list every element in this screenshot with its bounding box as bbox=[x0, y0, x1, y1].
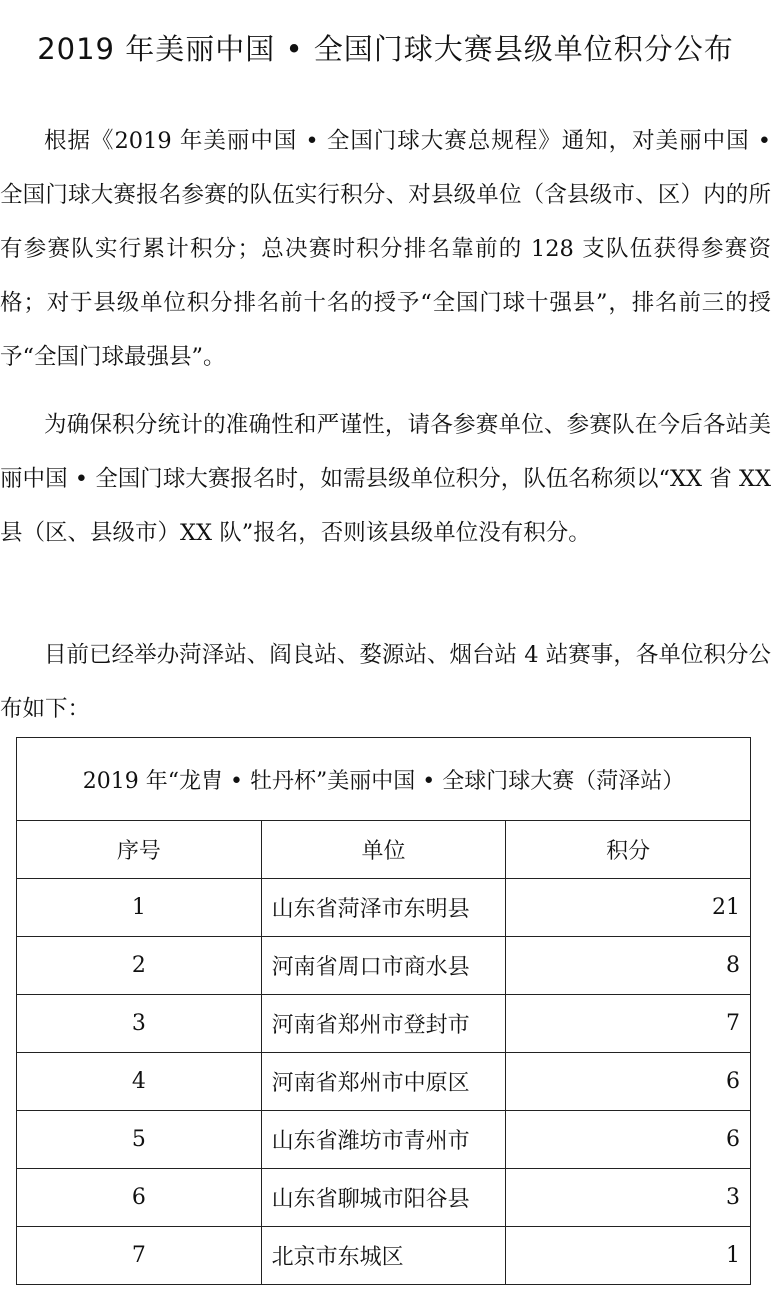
table-header-row bbox=[17, 821, 751, 879]
row-unit: 山东省聊城市阳谷县 bbox=[261, 1169, 506, 1227]
row-unit: 河南省周口市商水县 bbox=[261, 937, 506, 995]
paragraph-intro: 目前已经举办菏泽站、阎良站、婺源站、烟台站 4 站赛事，各单位积分公布如下： bbox=[0, 642, 771, 722]
paragraph-rules: 根据《2019 年美丽中国 • 全国门球大赛总规程》通知，对美丽中国 • 全国门球大赛报名参赛的队伍实行积分、对县级单位（含县级市、区）内的所有参赛队实行累计积分；总决赛时积分排名靠前的 128 支队伍获得参赛资格；对于县级单位积分排名前十名的授予“全国门球十强县”，排名前三的授予“全国门球最强县”。 bbox=[0, 128, 771, 370]
table-row bbox=[17, 1227, 751, 1285]
row-unit: 山东省潍坊市青州市 bbox=[261, 1111, 506, 1169]
paragraph-naming: 为确保积分统计的准确性和严谨性，请各参赛单位、参赛队在今后各站美丽中国 • 全国门球大赛报名时，如需县级单位积分，队伍名称须以“XX 省 XX 县（区、县级市）XX 队”报名，否则该县级单位没有积分。 bbox=[0, 412, 771, 546]
row-unit: 河南省郑州市登封市 bbox=[261, 995, 506, 1053]
row-unit: 山东省菏泽市东明县 bbox=[261, 879, 506, 937]
row-serial: 7 bbox=[17, 1227, 262, 1285]
row-score: 6 bbox=[506, 1053, 751, 1111]
header-score: 积分 bbox=[506, 821, 751, 879]
table-row bbox=[17, 1111, 751, 1169]
table-row bbox=[17, 879, 751, 937]
row-unit: 河南省郑州市中原区 bbox=[261, 1053, 506, 1111]
row-unit: 北京市东城区 bbox=[261, 1227, 506, 1285]
score-table bbox=[16, 737, 751, 1285]
row-serial: 4 bbox=[17, 1053, 262, 1111]
row-serial: 6 bbox=[17, 1169, 262, 1227]
row-score: 6 bbox=[506, 1111, 751, 1169]
row-serial: 5 bbox=[17, 1111, 262, 1169]
row-score: 8 bbox=[506, 937, 751, 995]
header-unit: 单位 bbox=[261, 821, 506, 879]
table-caption: 2019 年“龙胄 • 牡丹杯”美丽中国 • 全球门球大赛（菏泽站） bbox=[17, 738, 751, 821]
table-row bbox=[17, 1053, 751, 1111]
row-score: 7 bbox=[506, 995, 751, 1053]
row-serial: 1 bbox=[17, 879, 262, 937]
table-row bbox=[17, 995, 751, 1053]
row-score: 21 bbox=[506, 879, 751, 937]
header-serial: 序号 bbox=[17, 821, 262, 879]
page-title: 2019 年美丽中国 • 全国门球大赛县级单位积分公布 bbox=[37, 32, 734, 67]
table-row bbox=[17, 937, 751, 995]
row-serial: 3 bbox=[17, 995, 262, 1053]
row-score: 1 bbox=[506, 1227, 751, 1285]
row-serial: 2 bbox=[17, 937, 262, 995]
table-caption-row bbox=[17, 738, 751, 821]
row-score: 3 bbox=[506, 1169, 751, 1227]
table-row bbox=[17, 1169, 751, 1227]
